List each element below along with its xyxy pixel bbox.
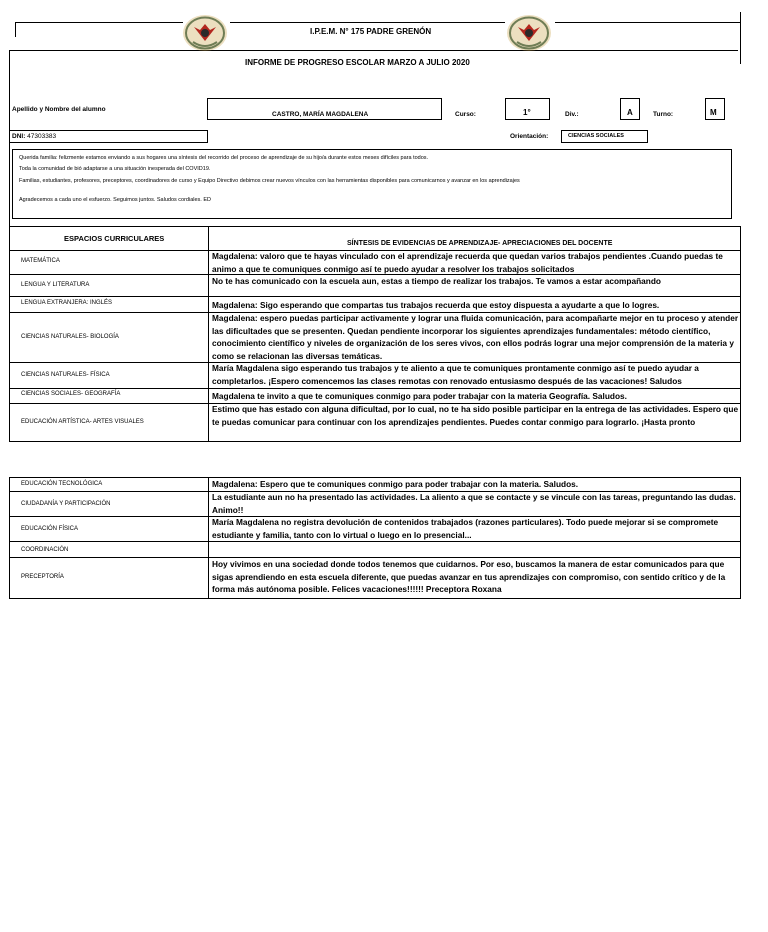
t1-mid-line [208,226,209,442]
school-crest-icon [506,14,552,52]
dni-label: DNI: [12,133,26,140]
subject-label: EDUCACIÓN FÍSICA [21,526,79,532]
t1-row-line [9,388,741,389]
shift-label: Turno: [653,111,674,118]
teacher-comment: María Magdalena no registra devolución de contenidos trabajados (razones particulares). Todo puede mejorar si se compromete estudiante y familia, tanto con lo virtual o luego en lo presencial... [212,517,719,540]
subject-label: EDUCACIÓN TECNOLÓGICA [21,481,103,487]
t2-mid-line [208,477,209,599]
t1-top-line [9,226,741,227]
orientation-label: Orientación: [510,133,549,140]
header-line-left-tick [15,22,16,37]
letter-line-1: Querida familia: felizmente estamos enviando a sus hogares una síntesis del recorrido del proceso de aprendizaje de su hijo/a durante estos meses difíciles para todos. [19,155,429,161]
teacher-comment: No te has comunicado con la escuela aun, estas a tiempo de realizar los trabajos. Te vamos a estar acompañando [212,276,661,286]
t2-right-line [740,477,741,599]
header-line-right-edge [740,12,741,64]
teacher-comment: La estudiante aun no ha presentado las actividades. La aliento a que se contacte y se vincule con las tareas, preguntando las dudas. Animo!! [212,492,736,515]
t2-left-line [9,477,10,599]
teacher-comment: Estimo que has estado con alguna dificultad, por lo cual, no te ha sido posible participar en la entrega de las actividades. Espero que te puedas comunicar para continuar con los aprendizajes pendientes. Puedes contar conmigo para lograrlo. ¡Hasta pronto [212,404,739,427]
subject-label: CIUDADANÍA Y PARTICIPACIÓN [21,501,111,507]
t1-row-line [9,296,741,297]
teacher-comment: Magdalena: espero puedas participar activamente y lograr una fluida comunicación, para acompañarte mejor en tu proceso y atender las dificultades que se presenten. Quedan pendiente incorporar los siguientes aprendizajes fundamentales: método científico, conocimiento científico y niveles de organización de los seres vivos, con ellos podrás lograr una mejor comprensión de la materia y como se relacionan las diversas temáticas. [212,313,739,361]
col-header-evidence: SÍNTESIS DE EVIDENCIAS DE APRENDIZAJE- APRECIACIONES DEL DOCENTE [347,240,613,247]
subject-label: LENGUA Y LITERATURA [21,282,90,288]
subject-label: EDUCACIÓN ARTÍSTICA- ARTES VISUALES [21,419,144,425]
div-value: A [627,108,633,117]
letter-line-2: Toda la comunidad de bió adaptarse a una situación inesperada del COVID19. [19,166,211,172]
subject-label: COORDINACIÓN [21,547,69,553]
div-label: Div.: [565,111,579,118]
teacher-comment: María Magdalena sigo esperando tus trabajos y te aliento a que te comuniques prontamente conmigo así te puedo ayudar a completarlos. ¡Espero comencemos las clases remotas con renovado entusiasmo después de las vacaciones! Saludos [212,363,699,386]
school-name: I.P.E.M. N° 175 PADRE GRENÓN [310,27,432,36]
orientation-value: CIENCIAS SOCIALES [568,133,624,139]
dni-field [12,133,56,140]
t1-bottom-line [9,441,741,442]
header-bottom-line [9,50,738,51]
shift-value: M [710,108,717,117]
teacher-comment: Magdalena: Espero que te comuniques conmigo para poder trabajar con la materia. Saludos. [212,479,579,489]
course-label: Curso: [455,111,476,118]
col-header-subjects: ESPACIOS CURRICULARES [64,234,165,243]
curricular-table-2 [9,477,741,599]
dni-value: 47303383 [27,133,57,140]
subject-label: MATEMÁTICA [21,258,60,264]
subject-label: CIENCIAS NATURALES- BIOLOGÍA [21,334,119,340]
teacher-comment: Magdalena: Sigo esperando que compartas tus trabajos recuerda que estoy dispuesta a ayudarte a que lo logres. [212,300,660,310]
curricular-table [9,226,741,442]
teacher-comment: Hoy vivimos en una sociedad donde todos tenemos que cuidarnos. Por eso, buscamos la manera de estar comunicados para que sigas aprendiendo en esta escuela diferente, que puedas avanzar en tus aprendizajes con compromiso, con sentido crítico y de la forma más autónoma posible. Felices vacaciones!!!!!! Preceptora Roxana [212,559,726,594]
student-name-label: Apellido y Nombre del alumno [12,106,106,113]
letter-line-4: Agradecemos a cada uno el esfuerzo. Seguimos juntos. Saludos cordiales. ED [19,197,211,203]
header-line-right [555,22,741,23]
t1-left-line [9,226,10,442]
subject-label: CIENCIAS SOCIALES- GEOGRAFÍA [21,391,121,397]
t2-row-line [9,541,741,542]
header-line-mid [230,22,505,23]
course-value: 1° [523,108,531,117]
subject-label: LENGUA EXTRANJERA: INGLÉS [21,300,113,306]
school-crest-icon [182,14,228,52]
header-line-left [15,22,183,23]
report-title: INFORME DE PROGRESO ESCOLAR MARZO A JULIO 2020 [245,58,470,67]
student-name-value: CASTRO, MARÍA MAGDALENA [272,111,369,118]
subject-label: CIENCIAS NATURALES- FÍSICA [21,372,110,378]
teacher-comment: Magdalena: valoro que te hayas vinculado con el aprendizaje recuerda que quedan varios trabajos pendientes .Cuando puedas te animo a que te comuniques conmigo así te puedo ayudar a resolver los trabajos solicitados [212,251,723,274]
t2-bottom-line [9,598,741,599]
t1-right-line [740,226,741,442]
letter-line-3: Familias, estudiantes, profesores, preceptores, coordinadores de curso y Equipo Directivo debimos crear nuevos vínculos con las herramientas disponibles para comunicarnos y avanzar en los aprendizajes [19,178,520,184]
subject-label: PRECEPTORÍA [21,574,64,580]
teacher-comment: Magdalena te invito a que te comuniques conmigo para poder trabajar con la materia Geografía. Saludos. [212,391,627,401]
